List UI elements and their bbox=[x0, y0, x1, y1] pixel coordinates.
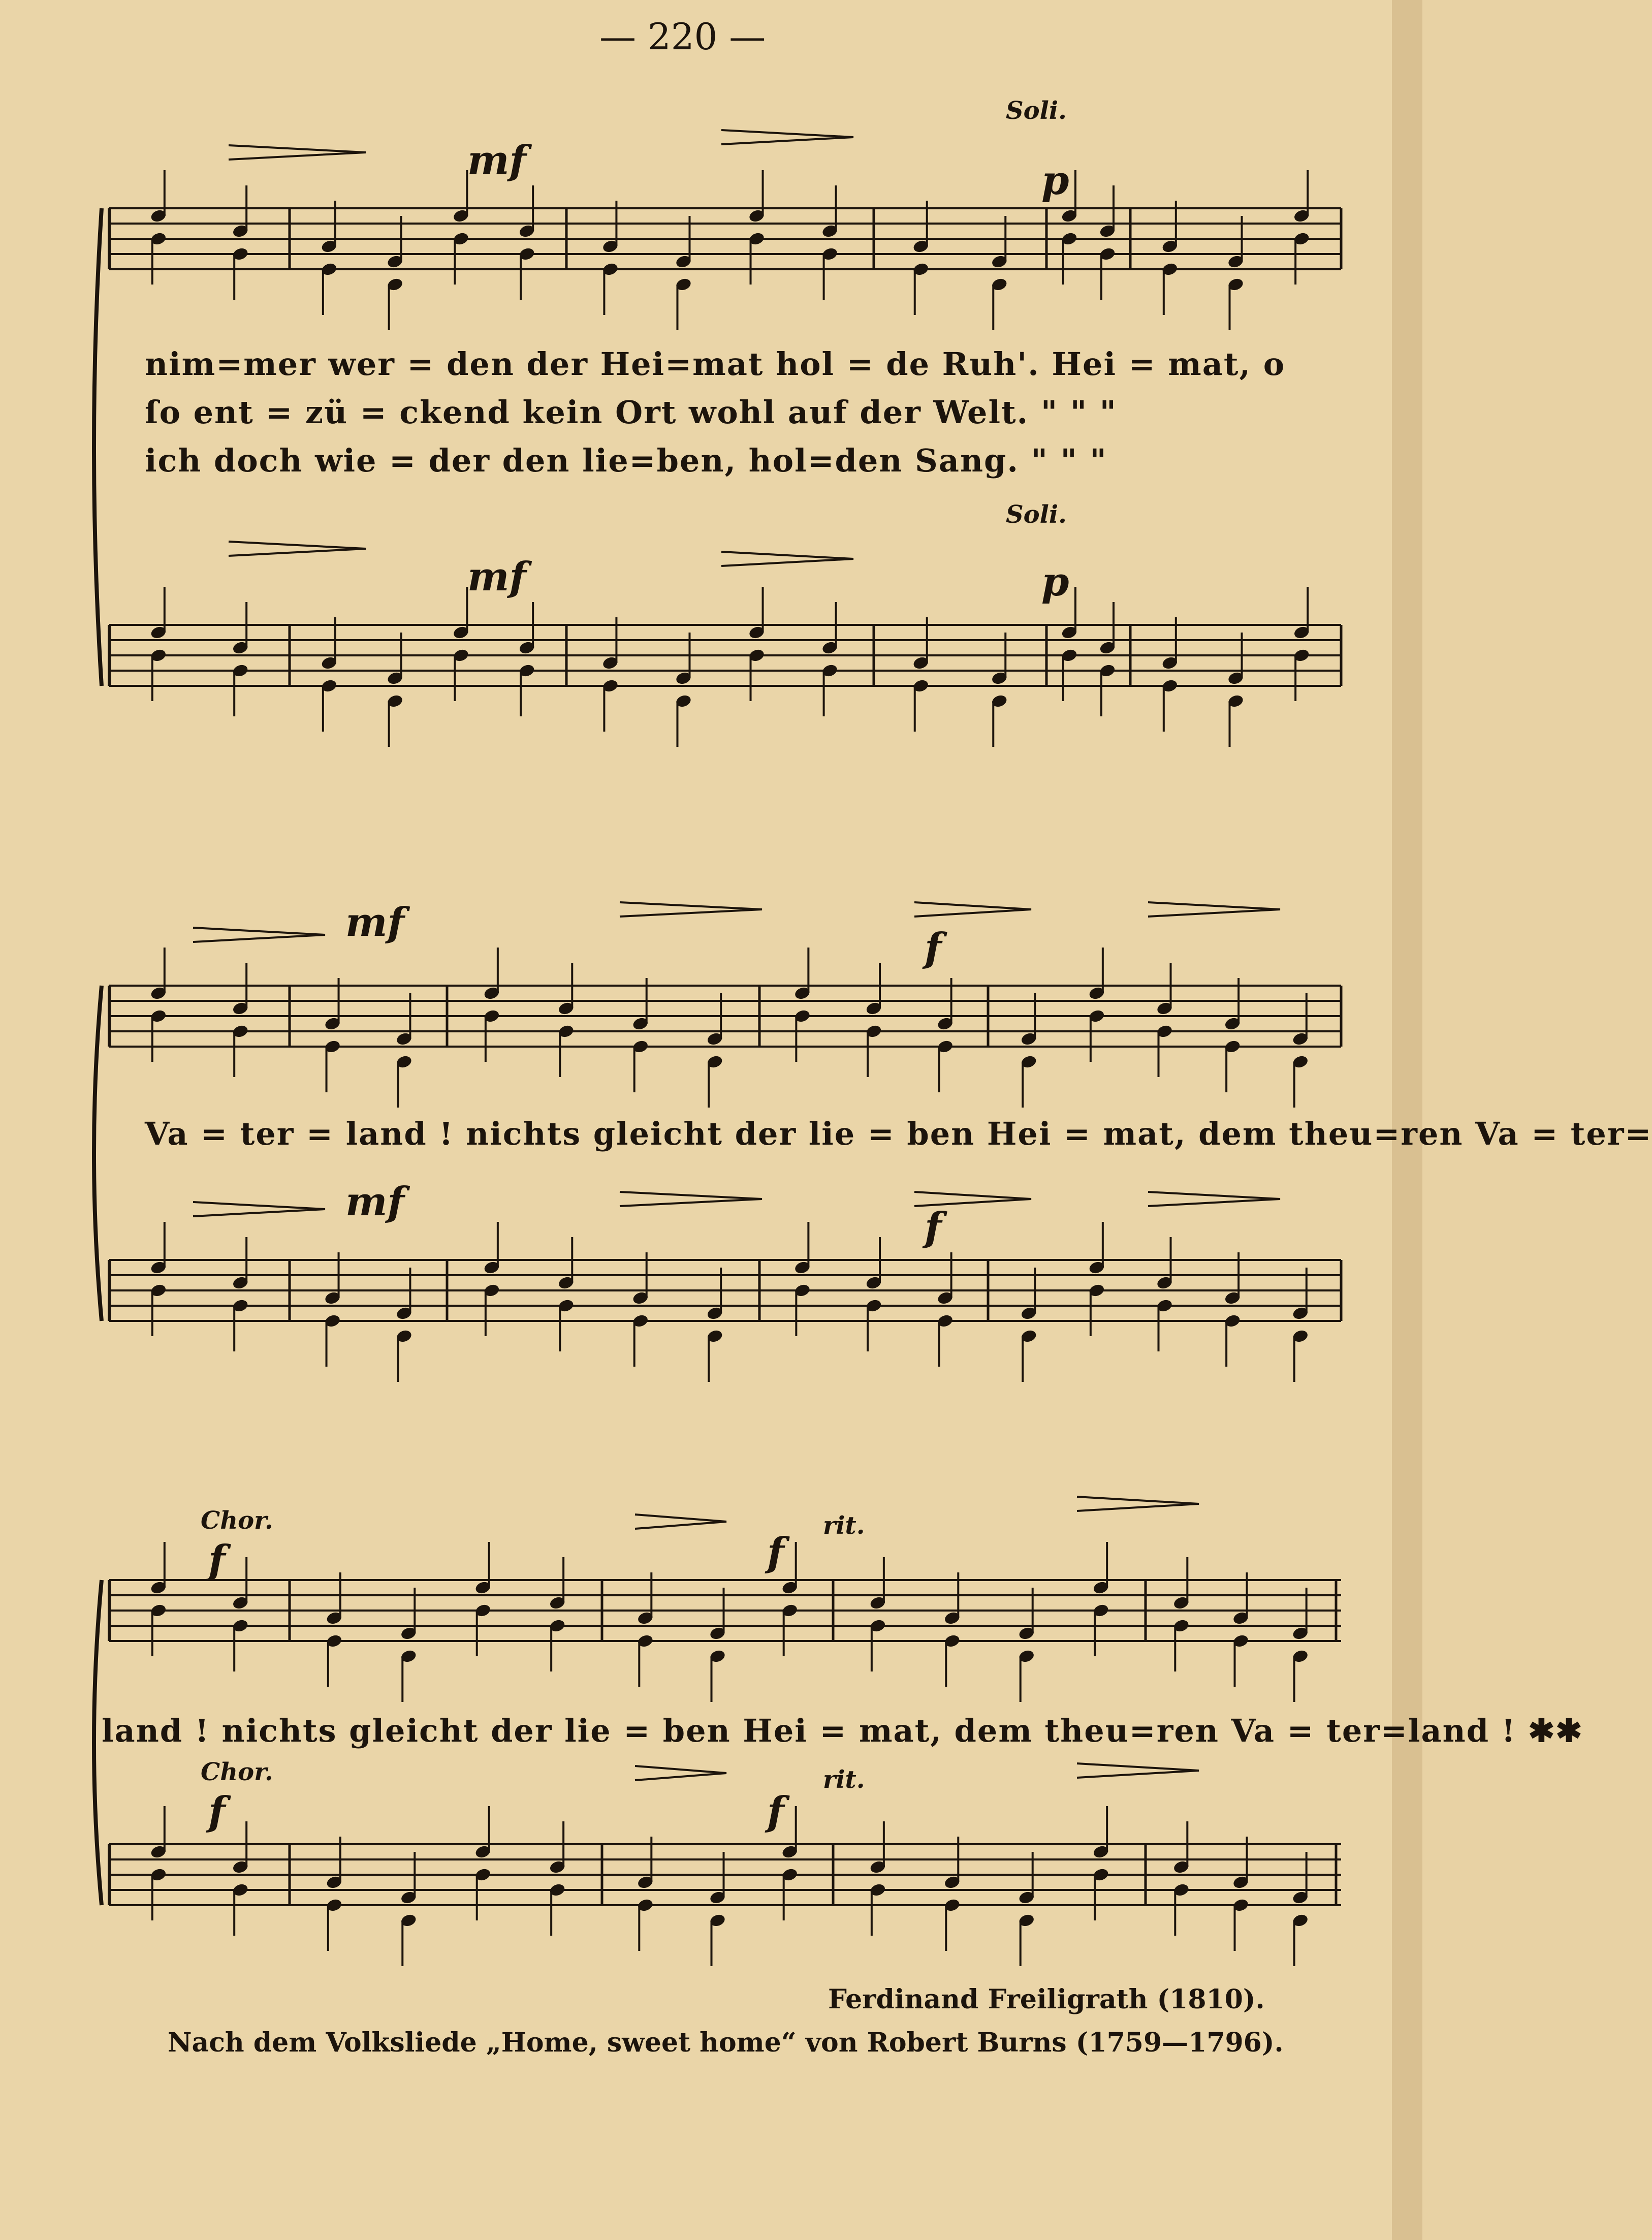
hairpin bbox=[1148, 1192, 1280, 1206]
dynamic-f: f bbox=[925, 1204, 942, 1250]
dynamic-f: f bbox=[208, 1537, 226, 1583]
chor-label-upper: Chor. bbox=[201, 1506, 273, 1535]
dynamic-mf: mf bbox=[345, 899, 405, 945]
hairpin bbox=[721, 552, 853, 566]
page-number: — 220 — bbox=[599, 15, 766, 58]
system-brace bbox=[94, 208, 102, 686]
source-credit: Nach dem Volksliede „Home, sweet home“ von Robert Burns (1759—1796). bbox=[168, 2027, 1284, 2058]
dynamic-mf: mf bbox=[467, 554, 527, 600]
rit-label-upper: rit. bbox=[823, 1511, 865, 1540]
dynamic-f: f bbox=[767, 1788, 784, 1835]
dynamic-f: f bbox=[767, 1529, 784, 1575]
soli-label-upper: Soli. bbox=[1006, 97, 1067, 125]
dynamic-p: p bbox=[1041, 157, 1069, 204]
system-brace bbox=[94, 986, 102, 1321]
chor-label-lower: Chor. bbox=[201, 1758, 273, 1786]
lyric-line: ſo ent = zü = ckend kein Ort wohl auf der Welt. " " " bbox=[145, 394, 1117, 431]
lyric-line: Va = ter = land ! nichts gleicht der lie = ben Hei = mat, dem theu=ren Va = ter= bbox=[145, 1115, 1652, 1152]
dynamic-f: f bbox=[925, 925, 942, 971]
lyric-line: land ! nichts gleicht der lie = ben Hei = mat, dem theu=ren Va = ter=land ! ✱✱ bbox=[102, 1712, 1583, 1749]
hairpin bbox=[1077, 1763, 1199, 1778]
dynamic-mf: mf bbox=[467, 137, 527, 183]
hairpin bbox=[620, 902, 762, 917]
hairpin bbox=[721, 130, 853, 144]
dynamic-p: p bbox=[1041, 559, 1069, 605]
hairpin bbox=[229, 542, 366, 556]
hairpin bbox=[193, 1202, 325, 1216]
hairpin bbox=[635, 1766, 726, 1780]
dynamic-f: f bbox=[208, 1788, 226, 1835]
hairpin bbox=[635, 1515, 726, 1529]
dynamic-mf: mf bbox=[345, 1179, 405, 1225]
hairpin bbox=[620, 1192, 762, 1206]
soli-label-lower: Soli. bbox=[1006, 500, 1067, 529]
hairpin bbox=[914, 1192, 1031, 1206]
rit-label-lower: rit. bbox=[823, 1765, 865, 1794]
hairpin bbox=[1077, 1497, 1199, 1511]
hairpin bbox=[914, 902, 1031, 917]
poet-credit: Ferdinand Freiligrath (1810). bbox=[828, 1984, 1265, 2015]
hairpin bbox=[229, 145, 366, 160]
lyric-line: ich doch wie = der den lie=ben, hol=den Sang. " " " bbox=[145, 442, 1107, 479]
system-brace bbox=[94, 1580, 102, 1905]
lyric-line: nim=mer wer = den der Hei=mat hol = de Ruh'. Hei = mat, o bbox=[145, 345, 1286, 383]
hairpin bbox=[193, 928, 325, 942]
hairpin bbox=[1148, 902, 1280, 917]
